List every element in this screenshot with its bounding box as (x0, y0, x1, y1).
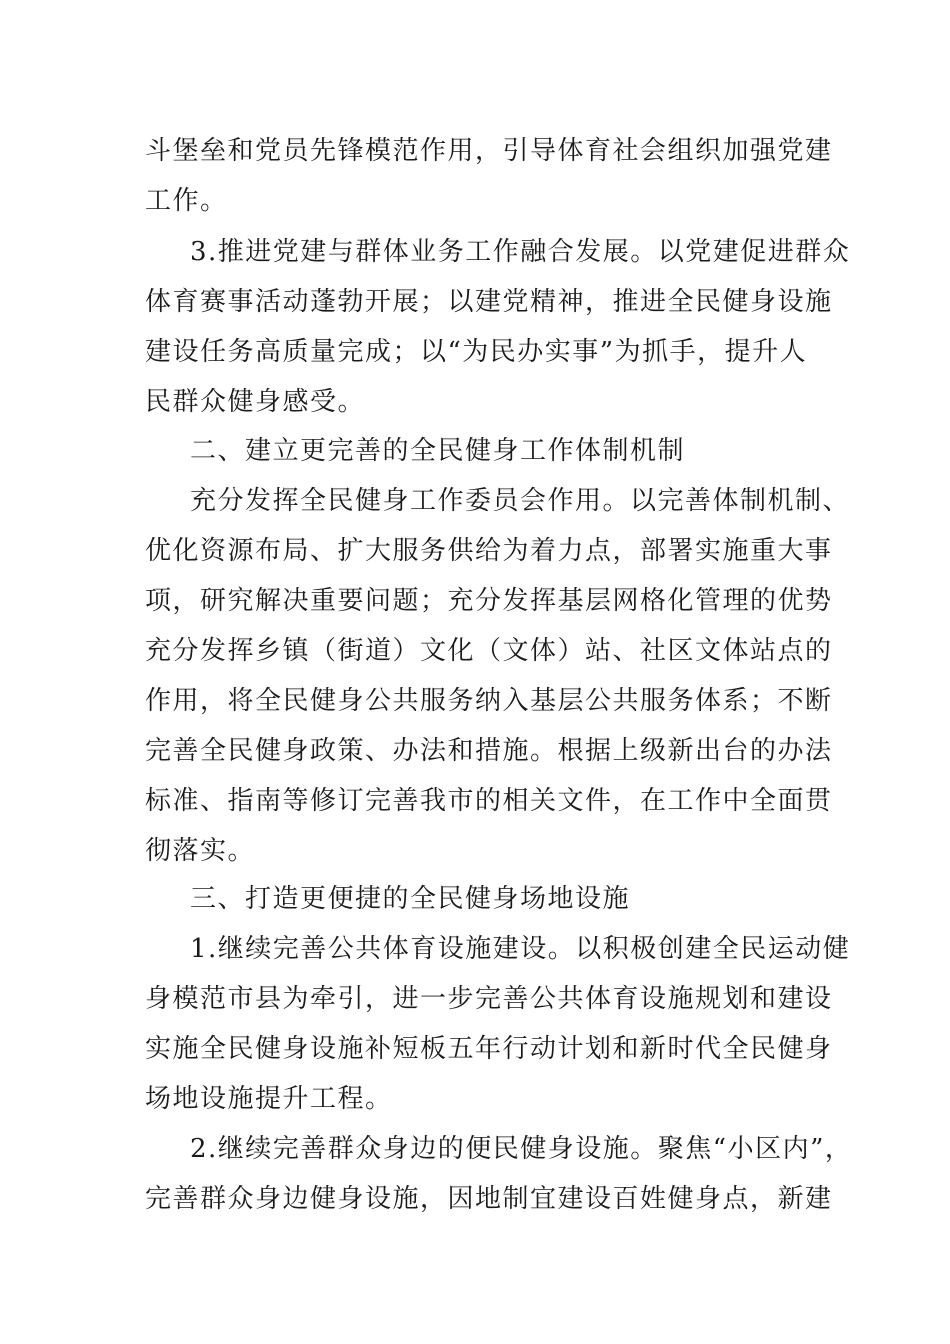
text-line: 1.继续完善公共体育设施建设。以积极创建全民运动健 (190, 934, 851, 964)
text-line: 实施全民健身设施补短板五年行动计划和新时代全民健身 (145, 1034, 833, 1064)
text-line: 民群众健身感受。 (145, 387, 366, 417)
text-line: 优化资源布局、扩大服务供给为着力点，部署实施重大事 (145, 536, 833, 566)
text-line: 3.推进党建与群体业务工作融合发展。以党建促进群众 (190, 237, 851, 267)
text-line: 工作。 (145, 186, 228, 216)
text-line: 完善群众身边健身设施，因地制宜建设百姓健身点，新建 (145, 1184, 833, 1214)
text-line: 充分发挥乡镇（街道）文化（文体）站、社区文体站点的 (145, 636, 833, 666)
text-line: 斗堡垒和党员先锋模范作用，引导体育社会组织加强党建 (145, 136, 833, 166)
text-line: 标准、指南等修订完善我市的相关文件，在工作中全面贯 (145, 786, 833, 816)
text-line: 体育赛事活动蓬勃开展；以建党精神，推进全民健身设施 (145, 287, 833, 317)
text-line: 身模范市县为牵引，进一步完善公共体育设施规划和建设 (145, 984, 833, 1014)
text-line: 充分发挥全民健身工作委员会作用。以完善体制机制、 (190, 486, 851, 516)
section-heading: 三、打造更便捷的全民健身场地设施 (190, 884, 631, 914)
text-line: 2.继续完善群众身边的便民健身设施。聚焦“小区内”， (190, 1134, 853, 1164)
text-line: 作用，将全民健身公共服务纳入基层公共服务体系；不断 (145, 686, 833, 716)
text-line: 建设任务高质量完成；以“为民办实事”为抓手，提升人 (145, 337, 808, 367)
text-line: 项，研究解决重要问题；充分发挥基层网格化管理的优势 (145, 586, 833, 616)
text-line: 场地设施提升工程。 (145, 1084, 393, 1114)
text-line: 完善全民健身政策、办法和措施。根据上级新出台的办法 (145, 736, 833, 766)
section-heading: 二、建立更完善的全民健身工作体制机制 (190, 436, 686, 466)
text-line: 彻落实。 (145, 836, 256, 866)
